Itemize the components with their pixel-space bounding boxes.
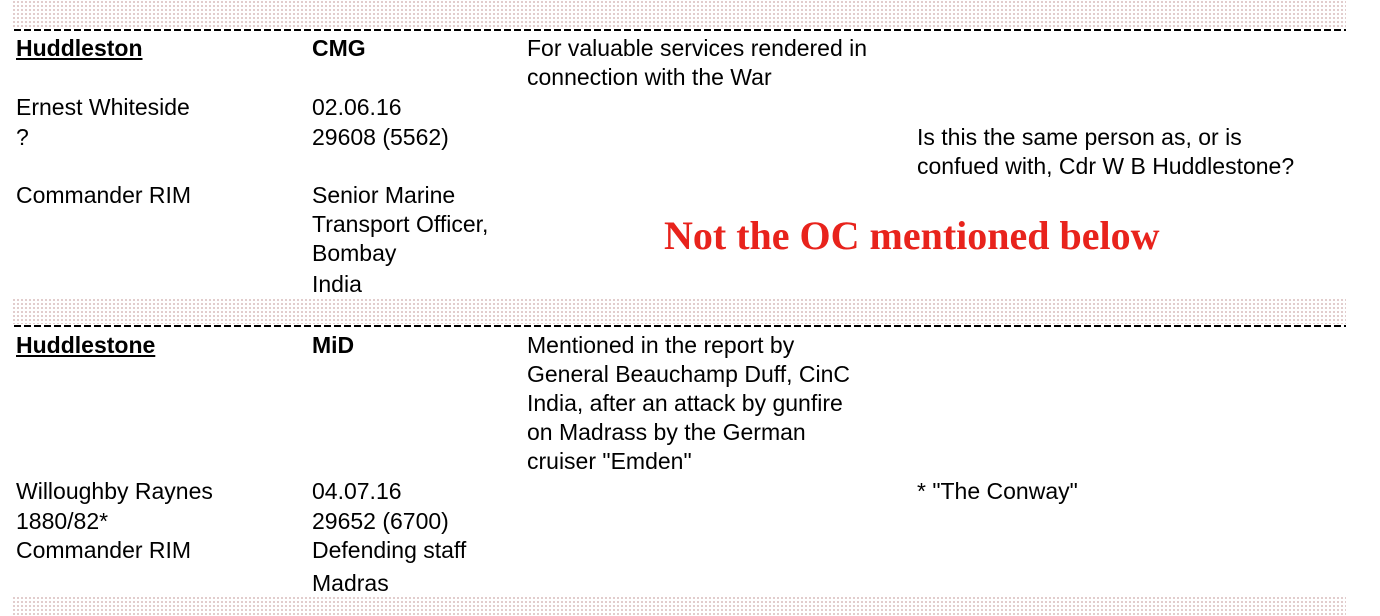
record-conway-years: ? [16, 124, 29, 150]
dotted-band-bottom [12, 596, 1346, 616]
record-date: 04.07.16 [312, 478, 402, 504]
citation-line: General Beauchamp Duff, CinC [527, 361, 851, 387]
dotted-band-middle [12, 298, 1346, 324]
position-line: Bombay [312, 240, 397, 266]
position-line: India [312, 271, 362, 297]
record-note-line: Is this the same person as, or is [917, 124, 1242, 150]
record-gazette: 29608 (5562) [312, 124, 449, 150]
dotted-band-top [12, 0, 1346, 28]
record-conway-years: 1880/82* [16, 508, 109, 534]
position-line: Madras [312, 570, 389, 596]
record-gazette: 29652 (6700) [312, 508, 449, 534]
record-surname: Huddleston [16, 35, 143, 61]
record-surname: Huddlestone [16, 332, 156, 358]
citation-line: cruiser "Emden" [527, 448, 692, 474]
record-date: 02.06.16 [312, 94, 402, 120]
record-note: * "The Conway" [917, 478, 1078, 504]
record-note-line: confued with, Cdr W B Huddlestone? [917, 153, 1295, 179]
record-forenames: Willoughby Raynes [16, 478, 213, 504]
citation-line: on Madrass by the German [527, 419, 806, 445]
record-rank: Commander RIM [16, 537, 192, 563]
citation-line: For valuable services rendered in [527, 35, 868, 61]
citation-line: Mentioned in the report by [527, 332, 795, 358]
record-forenames: Ernest Whiteside [16, 94, 190, 120]
position-line: Transport Officer, [312, 211, 489, 237]
position-line: Defending staff [312, 537, 467, 563]
record-separator [14, 29, 1346, 31]
record-award: MiD [312, 332, 355, 358]
citation-line: connection with the War [527, 64, 772, 90]
position-line: Senior Marine [312, 182, 456, 208]
handwritten-annotation: Not the OC mentioned below [664, 213, 1160, 258]
record-award: CMG [312, 35, 366, 61]
record-rank: Commander RIM [16, 182, 192, 208]
citation-line: India, after an attack by gunfire [527, 390, 843, 416]
record-separator [14, 325, 1346, 327]
